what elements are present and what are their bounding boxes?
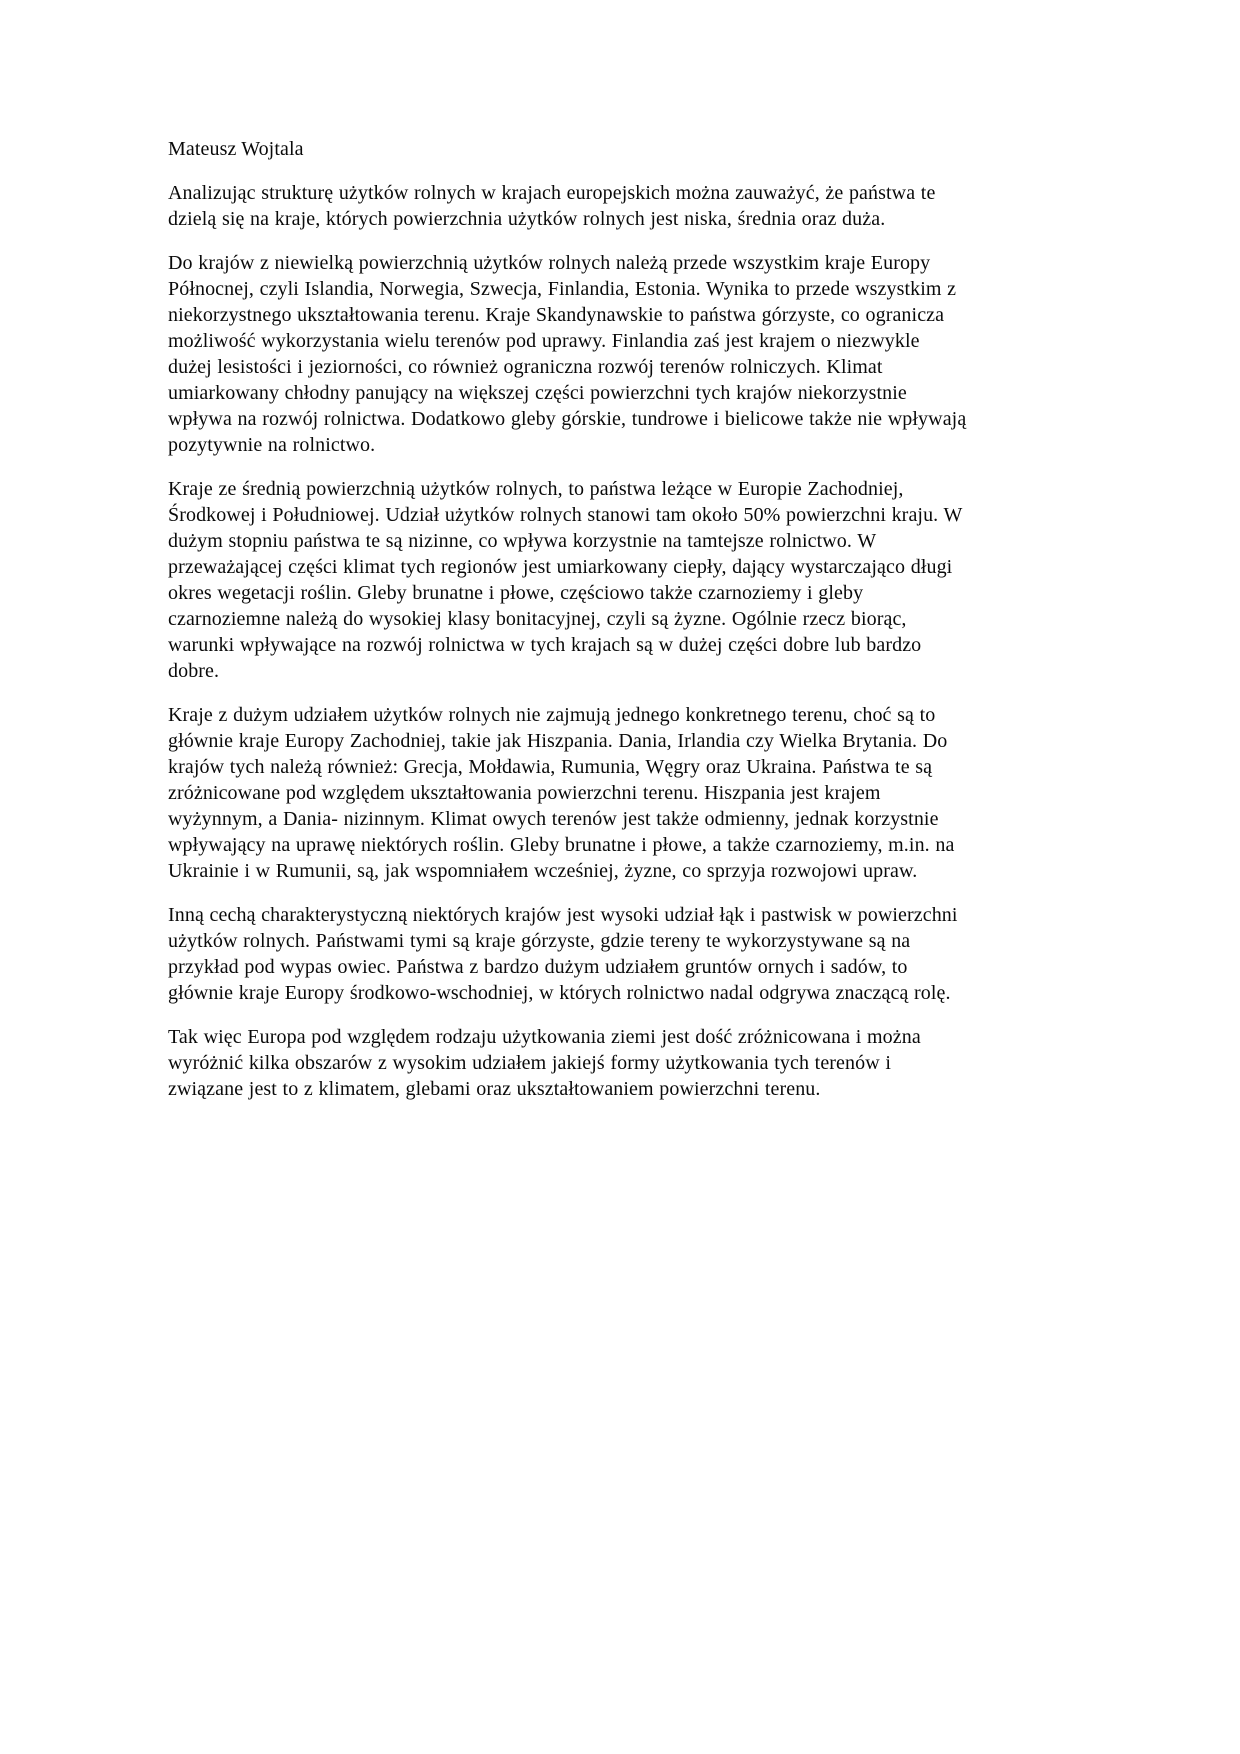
paragraph-meadows-pastures: Inną cechą charakterystyczną niektórych krajów jest wysoki udział łąk i pastwisk w powierzchni użytków rolnych. Państwami tymi są kraje górzyste, gdzie tereny te wykorzystywane są na przykład pod wypas owiec. Państwa z bardzo dużym udziałem gruntów ornych i sadów, to głównie kraje Europy środkowo-wschodniej, w których rolnictwo nadal odgrywa znaczącą rolę.	[168, 904, 958, 1004]
paragraph-small-farmland-countries: Do krajów z niewielką powierzchnią użytków rolnych należą przede wszystkim kraje Europy Północnej, czyli Islandia, Norwegia, Szwecja, Finlandia, Estonia. Wynika to przede wszystkim z niekorzystnego ukształtowania terenu. Kraje Skandynawskie to państwa górzyste, co ogranicza możliwość wykorzystania wielu terenów pod uprawy. Finlandia zaś jest krajem o niezwykle dużej lesistości i jeziorności, co również ograniczna rozwój terenów rolniczych. Klimat umiarkowany chłodny panujący na większej części powierzchni tych krajów niekorzystnie wpływa na rozwój rolnictwa. Dodatkowo gleby górskie, tundrowe i bielicowe także nie wpływają pozytywnie na rolnictwo.	[168, 252, 967, 456]
paragraph-conclusion: Tak więc Europa pod względem rodzaju użytkowania ziemi jest dość zróżnicowana i można wyróżnić kilka obszarów z wysokim udziałem jakiejś formy użytkowania tych terenów i związane jest to z klimatem, glebami oraz ukształtowaniem powierzchni terenu.	[168, 1026, 921, 1100]
paragraph-medium-farmland-countries: Kraje ze średnią powierzchnią użytków rolnych, to państwa leżące w Europie Zachodniej, Środkowej i Południowej. Udział użytków rolnych stanowi tam około 50% powierzchni kraju. W dużym stopniu państwa te są nizinne, co wpływa korzystnie na tamtejsze rolnictwo. W przeważającej części klimat tych regionów jest umiarkowany ciepły, dający wystarczająco długi okres wegetacji roślin. Gleby brunatne i płowe, częściowo także czarnoziemy i gleby czarnoziemne należą do wysokiej klasy bonitacyjnej, czyli są żyzne. Ogólnie rzecz biorąc, warunki wpływające na rozwój rolnictwa w tych krajach są w dużej części dobre lub bardzo dobre.	[168, 478, 963, 682]
paragraph-intro: Analizując strukturę użytków rolnych w krajach europejskich można zauważyć, że państwa te dzielą się na kraje, których powierzchnia użytków rolnych jest niska, średnia oraz duża.	[168, 182, 936, 230]
essay-text-block	[168, 136, 968, 1120]
paragraph-large-farmland-countries: Kraje z dużym udziałem użytków rolnych nie zajmują jednego konkretnego terenu, choć są to głównie kraje Europy Zachodniej, takie jak Hiszpania. Dania, Irlandia czy Wielka Brytania. Do krajów tych należą również: Grecja, Mołdawia, Rumunia, Węgry oraz Ukraina. Państwa te są zróżnicowane pod względem ukształtowania powierzchni terenu. Hiszpania jest krajem wyżynnym, a Dania- nizinnym. Klimat owych terenów jest także odmienny, jednak korzystnie wpływający na uprawę niektórych roślin. Gleby brunatne i płowe, a także czarnoziemy, m.in. na Ukrainie i w Rumunii, są, jak wspomniałem wcześniej, żyzne, co sprzyja rozwojowi upraw.	[168, 704, 955, 882]
author-name: Mateusz Wojtala	[168, 138, 304, 160]
